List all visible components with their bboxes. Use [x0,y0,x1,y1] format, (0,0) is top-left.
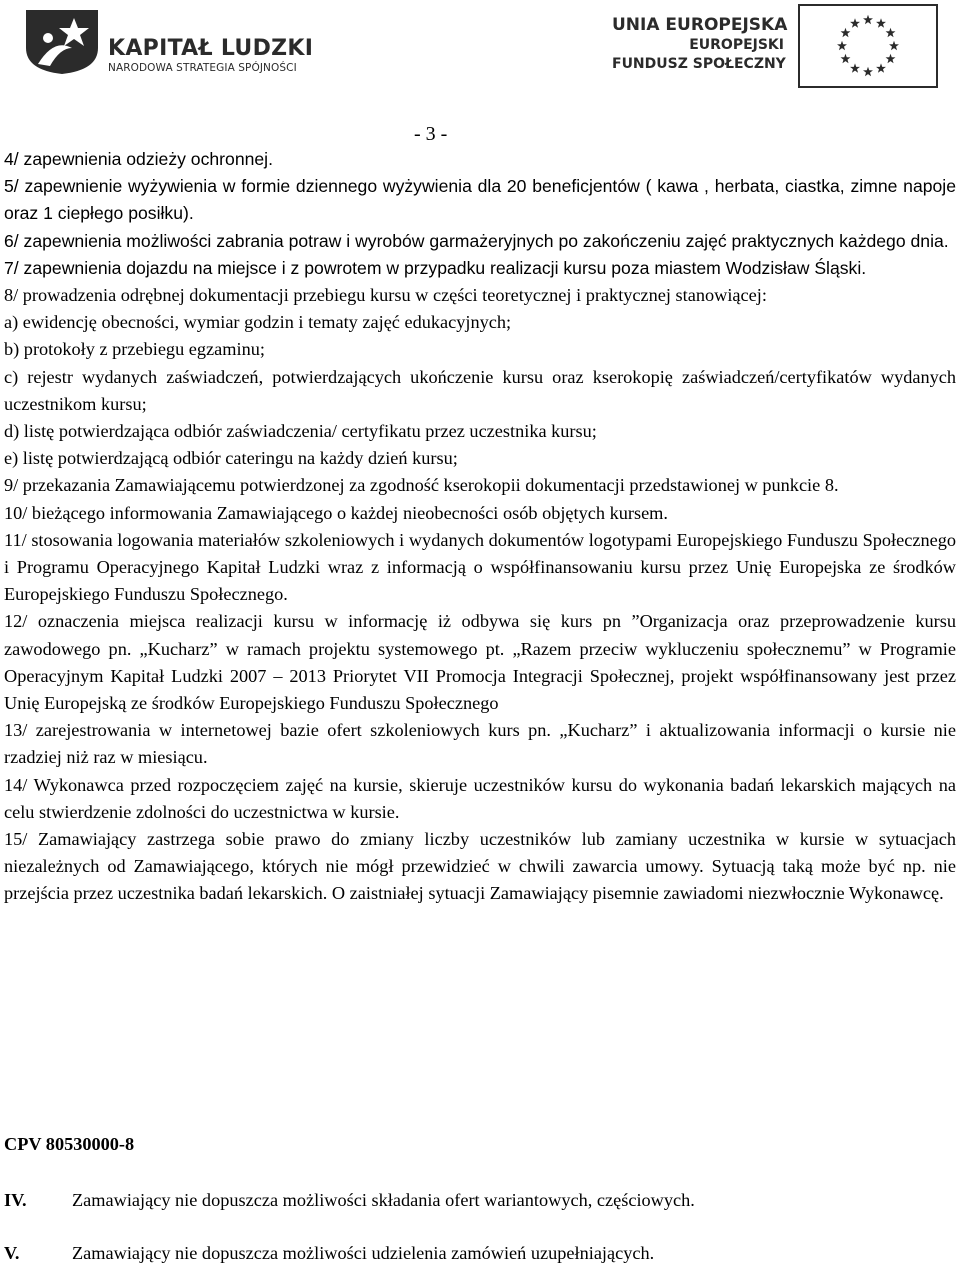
eu-logo-line2: EUROPEJSKI [689,37,784,53]
list-subitem: e) listę potwierdzającą odbiór cateringu na każdy dzień kursu; [4,448,458,469]
section-v [4,1240,654,1267]
page-header [0,0,960,100]
list-item: 11/ stosowania logowania materiałów szkoleniowych i wydanych dokumentów logotypami Europejskiego Funduszu Społecznego i Programu Operacyjnego Kapitał Ludzki wraz z informacją o współfinansowaniu kursu przez Unię Europejska ze środków Europejskiego Funduszu Społecznego. [4,529,956,605]
eu-star-icon [886,54,896,63]
kapital-ludzki-title: KAPITAŁ LUDZKI [108,36,314,61]
eu-logo-line1: UNIA EUROPEJSKA [612,15,788,35]
list-subitem: c) rejestr wydanych zaświadczeń, potwierdzających ukończenie kursu oraz kserokopię zaświadczeń/certyfikatów wydanych uczestnikom kursu; [4,366,956,414]
eu-star-icon [863,15,873,24]
list-item: 7/ zapewnienia dojazdu na miejsce i z powrotem w przypadku realizacji kursu poza miastem Wodzisław Śląski. [4,257,867,278]
eu-star-icon [863,67,873,76]
list-subitem: b) protokoły z przebiegu egzaminu; [4,339,265,360]
eu-star-icon [837,41,847,50]
section-number: V. [4,1243,20,1263]
eu-star-icon [850,18,860,27]
list-item: 9/ przekazania Zamawiającemu potwierdzonej za zgodność kserokopii dokumentacji przedstawionej w punkcie 8. [4,475,839,496]
list-item: 13/ zarejestrowania w internetowej bazie ofert szkoleniowych kurs pn. „Kucharz” i aktualizowania informacji o kursie nie rzadziej niż raz w miesiącu. [4,720,956,768]
section-text: Zamawiający nie dopuszcza możliwości udzielenia zamówień uzupełniających. [72,1243,655,1263]
eu-star-icon [876,18,886,27]
section-iv [4,1187,695,1214]
list-subitem: a) ewidencję obecności, wymiar godzin i tematy zajęć edukacyjnych; [4,312,512,333]
page-number: - 3 - [414,123,448,145]
list-item: 12/ oznaczenia miejsca realizacji kursu w informację iż odbywa się kurs pn ”Organizacja oraz przeprowadzenie kursu zawodowego pn. „Kucharz” w ramach projektu systemowego pt. „Razem przeciw wykluczeniu społecznemu” w Programie Operacyjnym Kapitał Ludzki 2007 – 2013 Priorytet VII Promocja Integracji Społecznej, projekt współfinansowany jest przez Unię Europejską ze środków Europejskiego Funduszu Społecznego [4,611,956,714]
eu-logo-line3: FUNDUSZ SPOŁECZNY [612,56,786,72]
kapital-ludzki-emblem-icon [24,8,100,76]
list-item: 14/ Wykonawca przed rozpoczęciem zajęć na kursie, skieruje uczestników kursu do wykonania badań lekarskich mających na celu stwierdzenie zdolności do uczestnictwa w kursie. [4,774,956,822]
section-text: Zamawiający nie dopuszcza możliwości składania ofert wariantowych, częściowych. [72,1190,695,1210]
list-item: 6/ zapewnienia możliwości zabrania potraw i wyrobów garmażeryjnych po zakończeniu zajęć praktycznych każdego dnia. [4,230,949,251]
kapital-ludzki-subtitle: NARODOWA STRATEGIA SPÓJNOŚCI [108,62,297,74]
list-subitem: d) listę potwierdzająca odbiór zaświadczenia/ certyfikatu przez uczestnika kursu; [4,421,597,442]
eu-flag-icon [798,4,938,88]
eu-star-icon [876,63,886,72]
eu-logo-text [612,14,788,74]
eu-star-icon [889,41,899,50]
eu-stars-icon [800,6,936,86]
cpv-code: CPV 80530000-8 [4,1134,135,1154]
list-item: 4/ zapewnienia odzieży ochronnej. [4,149,273,169]
document-body [4,146,956,908]
list-item: 15/ Zamawiający zastrzega sobie prawo do zmiany liczby uczestników lub zamiany uczestnika w kursie w sytuacjach niezależnych od Zamawiającego, których nie mógł przewidzieć w chwili zawarcia umowy. Sytuacją taką może być np. nie przejścia przez uczestnika badań lekarskich. O zaistniałej sytuacji Zamawiający pisemnie zawiadomi niezwłocznie Wykonawcę. [4,829,956,904]
eu-star-icon [850,63,860,72]
eu-star-icon [841,28,851,37]
list-item: 5/ zapewnienie wyżywienia w formie dziennego wyżywienia dla 20 beneficjentów ( kawa , herbata, ciastka, zimne napoje oraz 1 ciepłego posiłku). [4,176,956,224]
eu-logo [612,4,948,90]
eu-star-icon [841,54,851,63]
eu-star-icon [886,28,896,37]
section-number: IV. [4,1190,27,1210]
list-item: 8/ prowadzenia odrębnej dokumentacji przebiegu kursu w części teoretycznej i praktycznej stanowiącej: [4,285,767,306]
list-item: 10/ bieżącego informowania Zamawiającego o każdej nieobecności osób objętych kursem. [4,502,668,523]
kapital-ludzki-logo [24,8,324,78]
